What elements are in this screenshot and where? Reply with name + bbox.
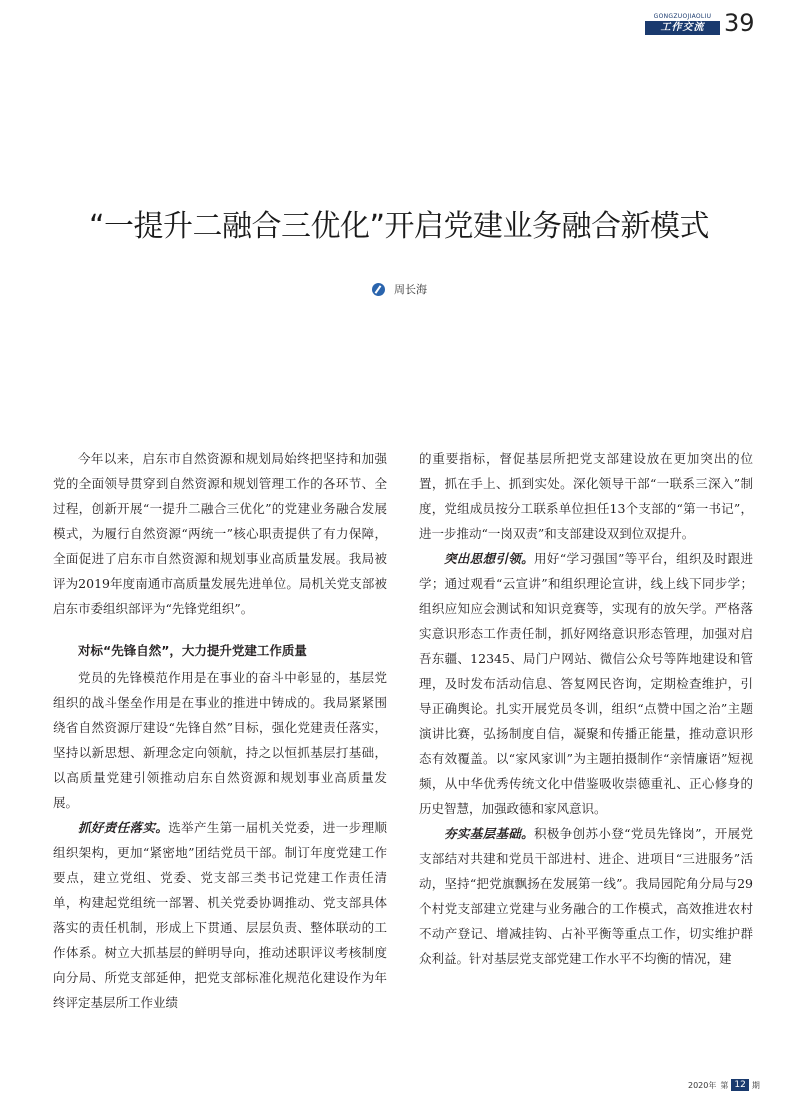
footer-qi: 期 (751, 1080, 760, 1090)
footer-year: 2020年 (688, 1080, 717, 1090)
paragraph-lead: 突出思想引领。 (444, 551, 535, 566)
paragraph (53, 665, 387, 815)
right-column (419, 446, 753, 971)
paragraph (53, 446, 387, 621)
paragraph-text: 积极争创苏小登“党员先锋岗”，开展党支部结对共建和党员干部进村、进企、进项目“三进服务”活动，坚持“把党旗飘扬在发展第一线”。我局园陀角分局与29个村党支部建立党建与业务融合的工作模式，高效推进农村不动产登记、增减挂钩、占补平衡等重点工作，切实维护群众利益。针对基层党支部党建工作水平不均衡的情况，建 (419, 826, 753, 966)
brand-pinyin: GONGZUOJIAOLIU (653, 13, 712, 20)
paragraph-text: 的重要指标，督促基层所把党支部建设放在更加突出的位置，抓在手上、抓到实处。深化领导干部“一联系三深入”制度，党组成员按分工联系单位担任13个支部的“第一书记”，进一步推动“一岗双责”和支部建设双到位双提升。 (419, 451, 753, 541)
section-heading: 对标“先锋自然”，大力提升党建工作质量 (78, 643, 307, 658)
paragraph-text: 今年以来，启东市自然资源和规划局始终把坚持和加强党的全面领导贯穿到自然资源和规划管理工作的各环节、全过程，创新开展“一提升二融合三优化”的党建业务融合发展模式，为履行自然资源“两统一”核心职责提供了有力保障，全面促进了启东市自然资源和规划事业高质量发展。我局被评为2019年度南通市高质量发展先进单位。局机关党支部被启东市委组织部评为“先锋党组织”。 (53, 451, 387, 616)
author-byline (372, 281, 427, 297)
pen-icon (372, 283, 385, 296)
paragraph-text: 党员的先锋模范作用是在事业的奋斗中彰显的，基层党组织的战斗堡垒作用是在事业的推进中铸成的。我局紧紧围绕省自然资源厅建设“先锋自然”目标，强化党建责任落实，坚持以新思想、新理念定向领航，持之以恒抓基层打基础，以高质量党建引领推动启东自然资源和规划事业高质量发展。 (53, 670, 387, 810)
page-number: 39 (724, 9, 755, 37)
brand-name: 工作交流 (645, 21, 720, 35)
article-title: “一提升二融合三优化”开启党建业务融合新模式 (88, 209, 710, 244)
journal-brand (645, 13, 720, 35)
paragraph (419, 446, 753, 546)
left-column (53, 446, 387, 1015)
footer-di: 第 (720, 1080, 729, 1090)
issue-number: 12 (731, 1079, 748, 1091)
paragraph-text: 用好“学习强国”等平台，组织及时跟进学；通过观看“云宣讲”和组织理论宣讲，线上线下同步学；组织应知应会测试和知识竞赛等，实现有的放矢学。严格落实意识形态工作责任制，抓好网络意识形态管理，加强对启吾东疆、12345、局门户网站、微信公众号等阵地建设和管理，及时发布活动信息、答复网民咨询，定期检查维护，引导正确舆论。扎实开展党员冬训，组织“点赞中国之治”主题演讲比赛，弘扬制度自信，凝聚和传播正能量，推动意识形态有效覆盖。以“家风家训”为主题拍摄制作“亲情廉语”短视频，从中华优秀传统文化中借鉴吸收崇德重礼、正心修身的历史智慧，加强政德和家风意识。 (419, 551, 753, 816)
paragraph-text: 选举产生第一届机关党委，进一步理顺组织架构，更加“紧密地”团结党员干部。制订年度党建工作要点，建立党组、党委、党支部三类书记党建工作责任清单，构建起党组统一部署、机关党委协调推动、党支部具体落实的责任机制，形成上下贯通、层层负责、整体联动的工作体系。树立大抓基层的鲜明导向，推动述职评议考核制度向分局、所党支部延伸，把党支部标准化规范化建设作为年终评定基层所工作业绩 (53, 820, 387, 1010)
paragraph (419, 821, 753, 971)
paragraph (53, 815, 387, 1015)
issue-footer (688, 1079, 760, 1091)
paragraph (419, 546, 753, 821)
author-name: 周长海 (394, 283, 427, 296)
paragraph-lead: 抓好责任落实。 (78, 820, 169, 835)
paragraph-lead: 夯实基层基础。 (444, 826, 535, 841)
